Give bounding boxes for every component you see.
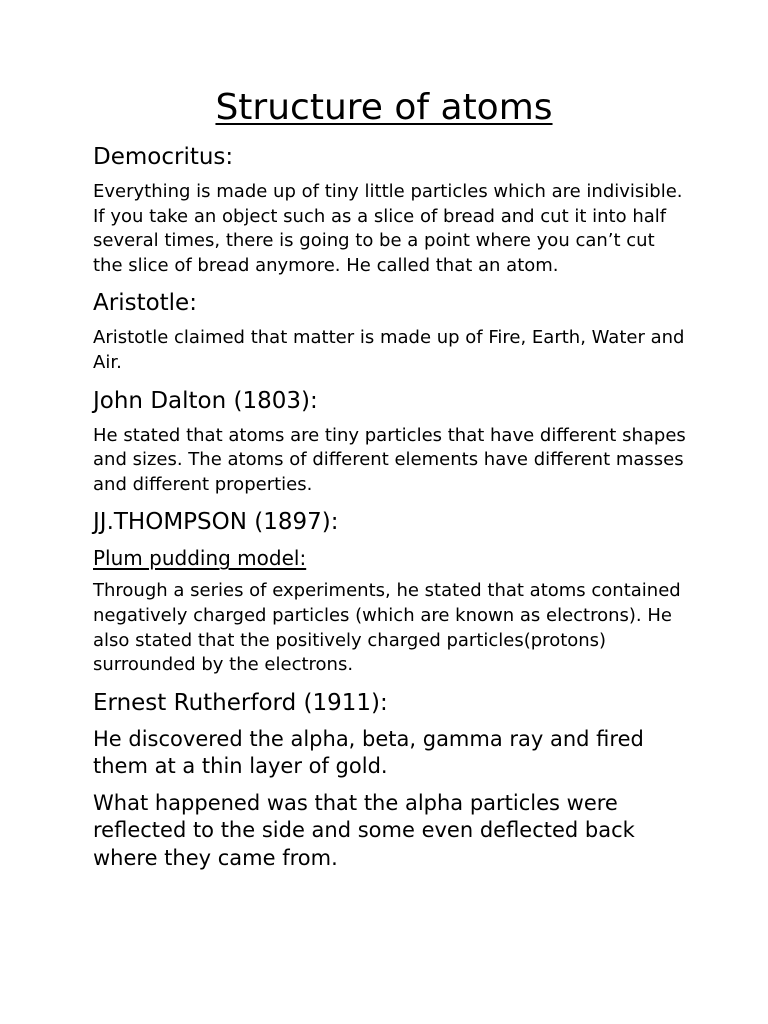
subheading-plum-pudding: Plum pudding model:	[93, 546, 307, 571]
heading-rutherford: Ernest Rutherford (1911):	[93, 689, 388, 716]
document-title: Structure of atoms	[215, 87, 553, 128]
paragraph-rutherford-2: What happened was that the alpha particles were reflected to the side and some even deflected back where they came from.	[93, 790, 635, 870]
paragraph-aristotle: Aristotle claimed that matter is made up of Fire, Earth, Water and Air.	[93, 327, 685, 373]
heading-aristotle: Aristotle:	[93, 290, 197, 317]
heading-democritus: Democritus:	[93, 144, 234, 170]
heading-thompson: JJ.THOMPSON (1897):	[93, 509, 339, 536]
paragraph-thompson: Through a series of experiments, he stated that atoms contained negatively charged particles (which are known as electrons). He also stated that the positively charged particles(protons) surrounded by the electrons.	[93, 580, 681, 676]
paragraph-rutherford-1: He discovered the alpha, beta, gamma ray and fired them at a thin layer of gold.	[93, 726, 644, 779]
paragraph-dalton: He stated that atoms are tiny particles that have different shapes and sizes. The atoms of different elements have different masses and different properties.	[93, 424, 686, 495]
heading-dalton: John Dalton (1803):	[93, 387, 318, 414]
paragraph-democritus: Everything is made up of tiny little particles which are indivisible. If you take an object such as a slice of bread and cut it into half several times, there is going to be a point where you can’t cut the slice of bread anymore. He called that an atom.	[93, 181, 683, 276]
